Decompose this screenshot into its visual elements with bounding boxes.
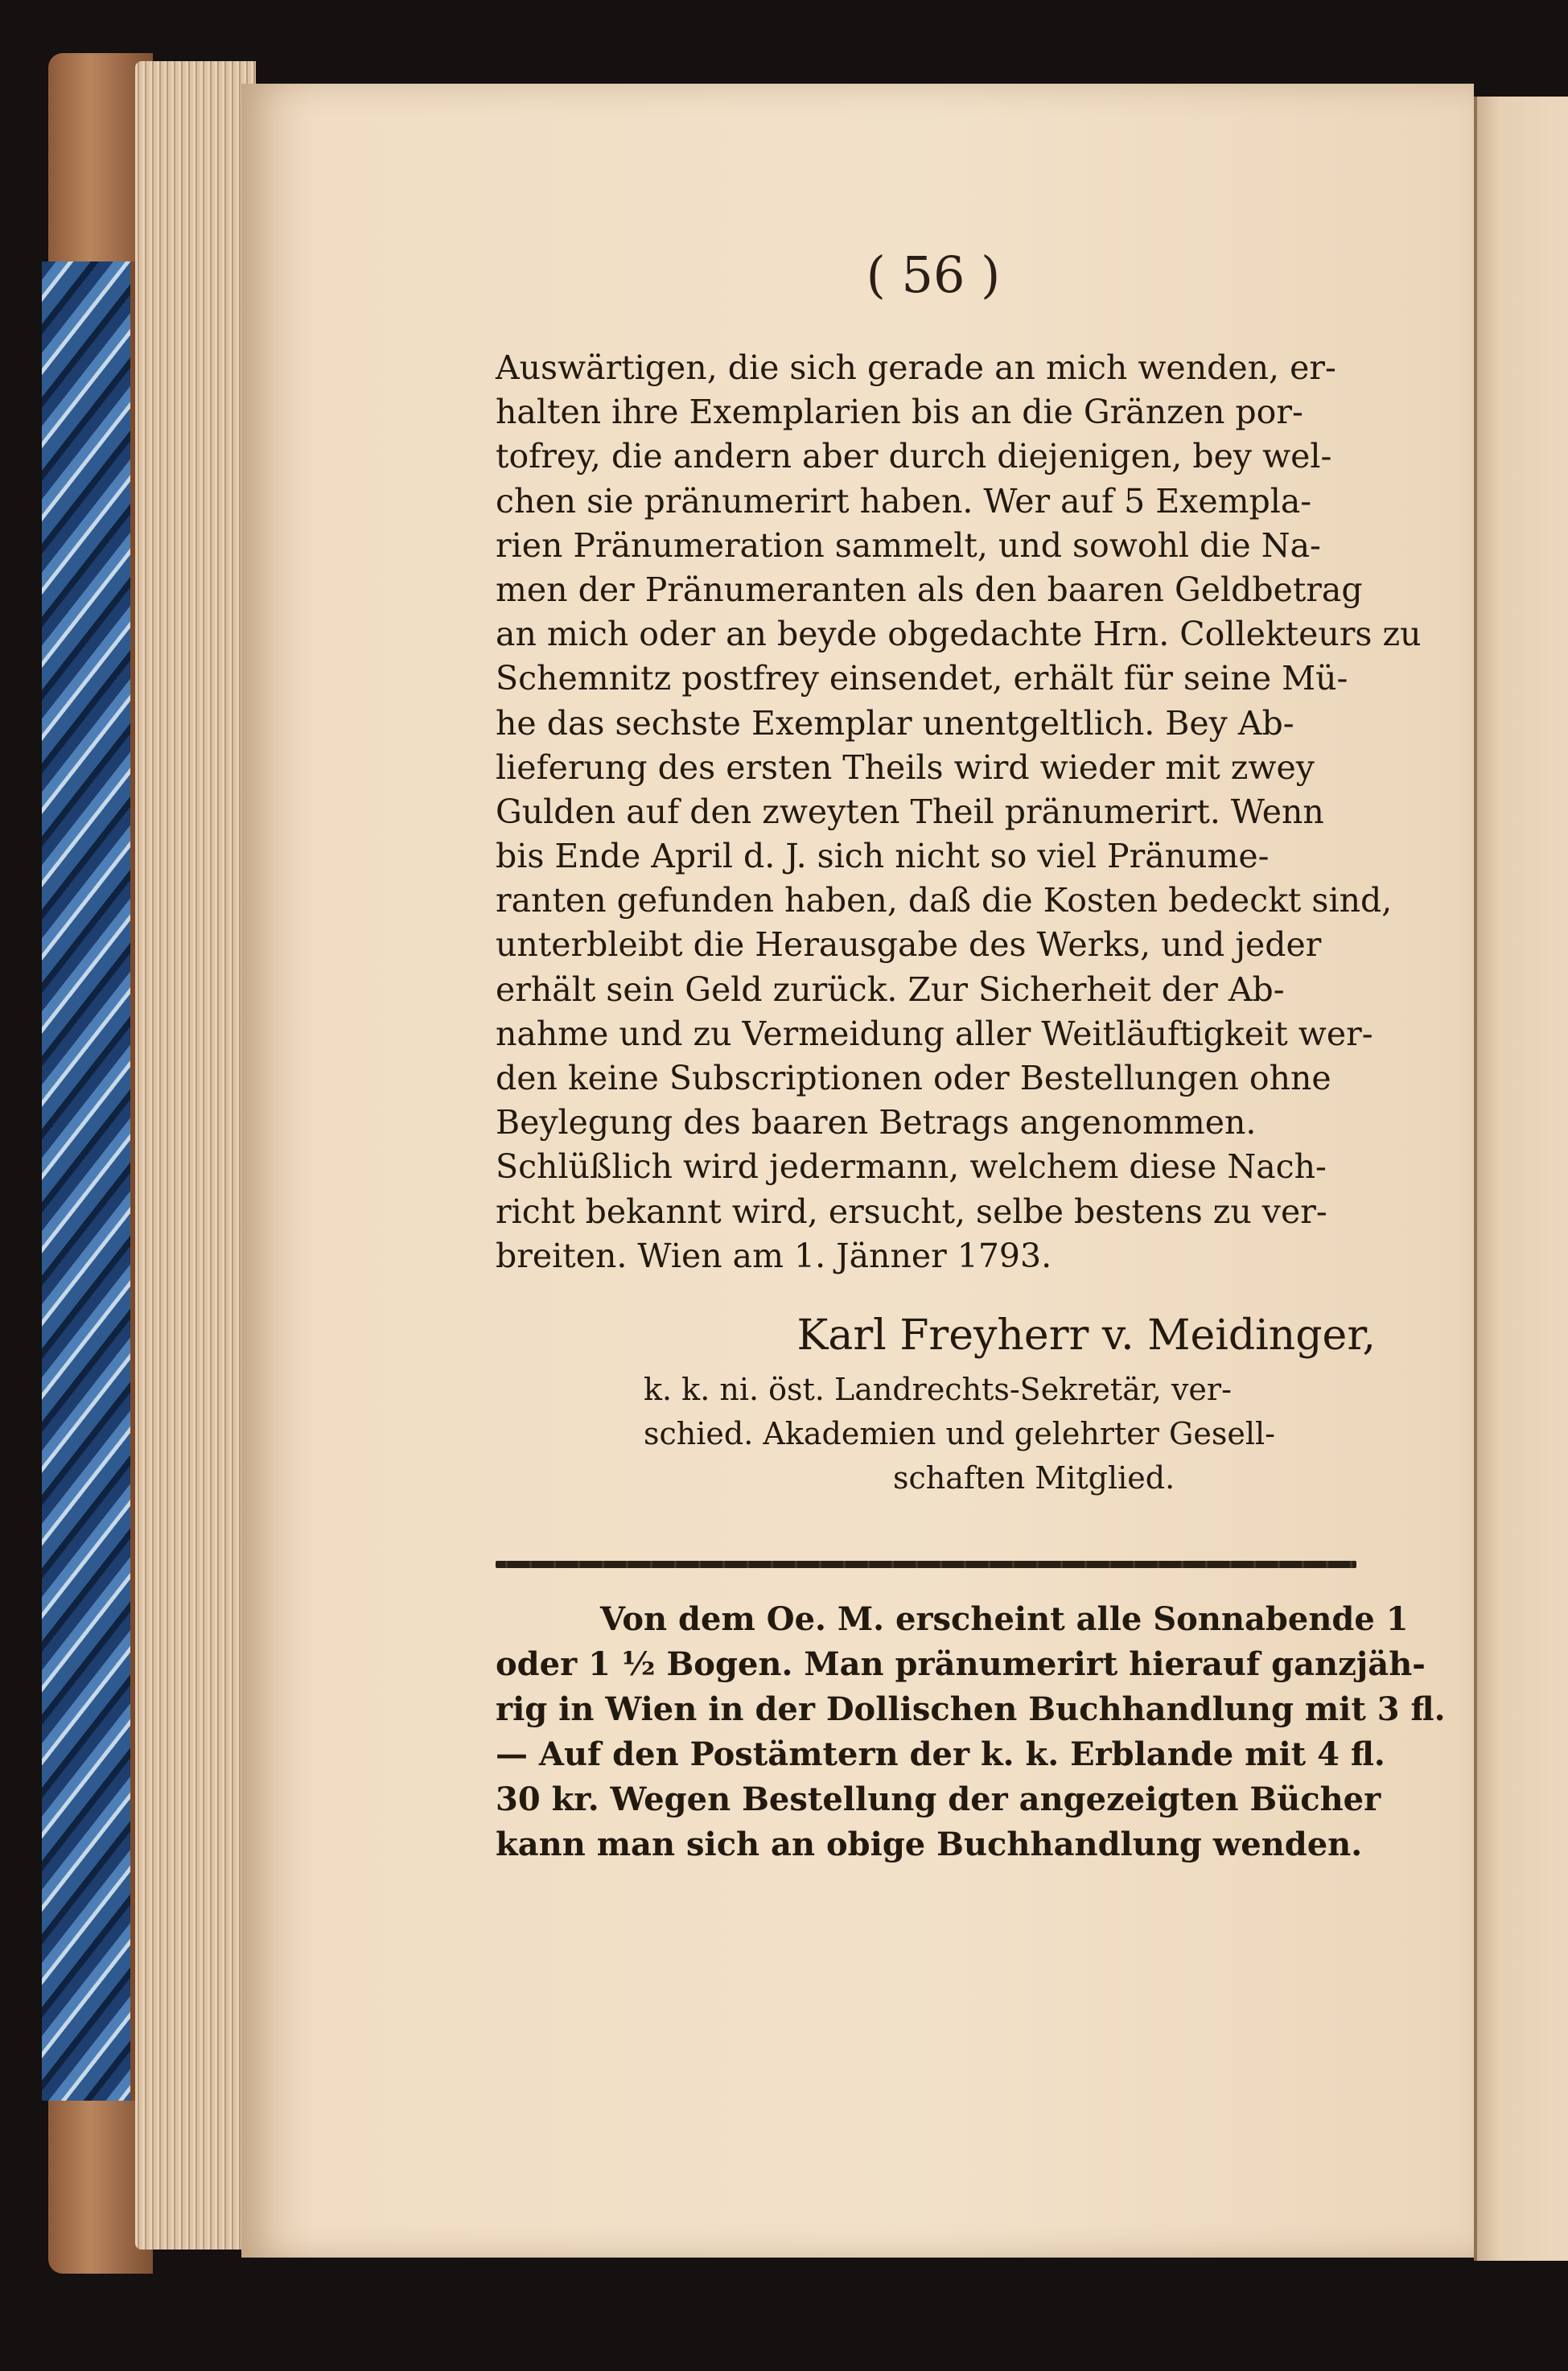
body-line: ranten gefunden haben, daß die Kosten bedeckt sind, [496,881,1393,920]
body-line: halten ihre Exemplarien bis an die Gränzen por- [496,393,1303,432]
body-line: Schlüßlich wird jedermann, welchem diese Nach- [496,1147,1327,1187]
body-line: men der Pränumeranten als den baaren Geldbetrag [496,570,1363,609]
body-line: erhält sein Geld zurück. Zur Sicherheit der Ab- [496,969,1285,1009]
page-number-header: ( 56 ) [866,245,1001,304]
section-divider-rule [496,1561,1356,1568]
body-line: Schemnitz postfrey einsendet, erhält für seine Mü- [496,659,1348,698]
body-line: Gulden auf den zweyten Theil pränumerirt. Wenn [496,792,1324,831]
notice-line: — Auf den Postämtern der k. k. Erblande mit 4 fl. [496,1735,1385,1773]
signature-title-line: schied. Akademien und gelehrter Gesell- [644,1416,1275,1451]
body-line: tofrey, die andern aber durch diejenigen, bey wel- [496,437,1332,476]
facing-page-edge [1474,97,1568,2261]
signature-title-line: schaften Mitglied. [893,1460,1175,1496]
body-line: breiten. Wien am 1. Jänner 1793. [496,1236,1052,1275]
body-line: Beylegung des baaren Betrags angenommen. [496,1103,1257,1142]
body-line: rien Pränumeration sammelt, und sowohl die Na- [496,525,1321,565]
subscription-notice [496,1597,1446,1867]
notice-line: Von dem Oe. M. erscheint alle Sonnabende 1 [600,1600,1409,1638]
body-line: he das sechste Exemplar unentgeltlich. Bey Ab- [496,703,1294,743]
body-line: nahme und zu Vermeidung aller Weitläuftigkeit wer- [496,1014,1373,1053]
notice-line: oder 1 ½ Bogen. Man pränumerirt hierauf ganzjäh- [496,1645,1426,1683]
body-line: an mich oder an beyde obgedachte Hrn. Collekteurs zu [496,615,1422,654]
notice-line: kann man sich an obige Buchhandlung wenden. [496,1826,1363,1863]
body-line: lieferung des ersten Theils wird wieder mit zwey [496,747,1315,787]
body-line: den keine Subscriptionen oder Bestellungen ohne [496,1059,1331,1097]
marbled-endpaper [42,261,135,2101]
body-line: bis Ende April d. J. sich nicht so viel Pränume- [496,837,1270,876]
notice-line: rig in Wien in der Dollischen Buchhandlung mit 3 fl. [496,1690,1446,1728]
signature-block [571,1303,1376,1500]
notice-line: 30 kr. Wegen Bestellung der angezeigten Bücher [496,1780,1381,1818]
signature-name: Karl Freyherr v. Meidinger, [796,1311,1376,1360]
signature-title-line: k. k. ni. öst. Landrechts-Sekretär, ver- [644,1372,1232,1407]
body-line: chen sie pränumerirt haben. Wer auf 5 Exempla- [496,481,1312,521]
body-line: Auswärtigen, die sich gerade an mich wenden, er- [496,348,1336,387]
page-edges [135,61,256,2250]
body-text [496,346,1422,1278]
body-line: unterbleibt die Herausgabe des Werks, und jeder [496,925,1322,965]
body-line: richt bekannt wird, ersucht, selbe bestens zu ver- [496,1192,1327,1231]
